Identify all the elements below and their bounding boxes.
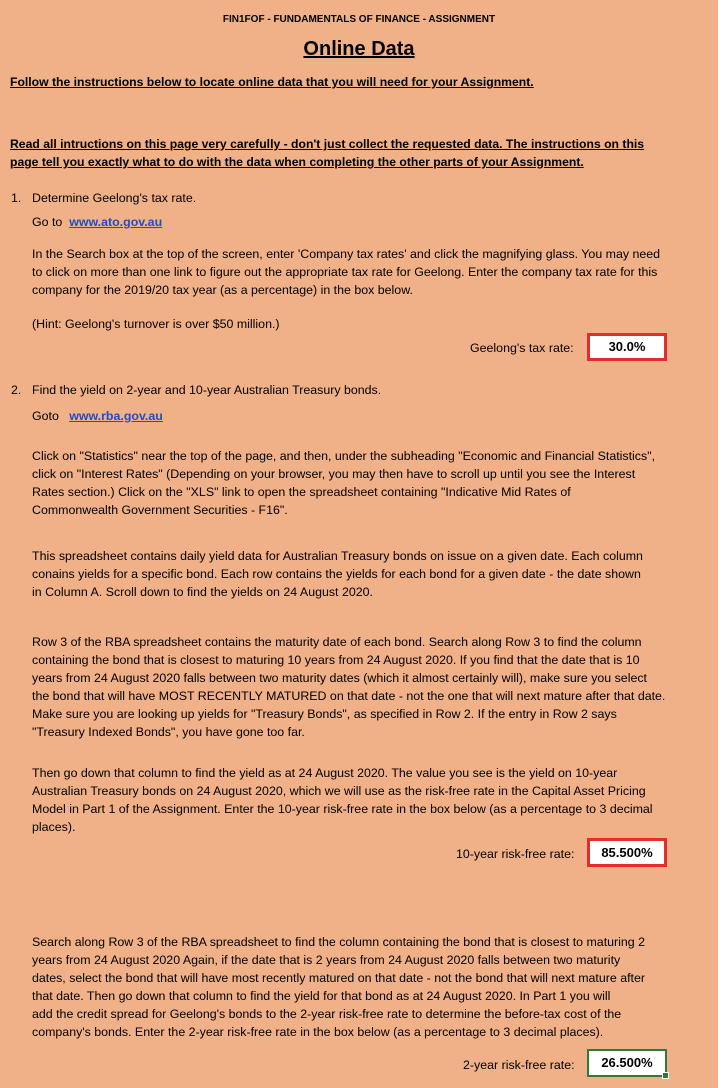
q2-paragraph-line: Commonwealth Government Securities - F16".: [32, 503, 288, 517]
q2-paragraph-line: add the credit spread for Geelong's bonds to the 2-year risk-free rate to determine the before-tax cost of the: [32, 1007, 622, 1021]
q2-paragraph-line: containing the bond that is closest to maturing 10 years from 24 August 2020. If you find that the date that is 10: [32, 653, 640, 667]
course-header: FIN1FOF - FUNDAMENTALS OF FINANCE - ASSIGNMENT: [222, 14, 496, 25]
q2-paragraph-line: Row 3 of the RBA spreadsheet contains the maturity date of each bond. Search along Row 3 to find the column: [32, 635, 642, 649]
q2-paragraph-line: conains yields for a specific bond. Each row contains the yields for each bond for a given date - the date shown: [32, 567, 641, 581]
q2-paragraph-line: places).: [32, 820, 76, 834]
intro-warning-line-2: page tell you exactly what to do with the data when completing the other parts of your Assignment.: [10, 155, 584, 169]
q1-paragraph-line: In the Search box at the top of the screen, enter 'Company tax rates' and click the magnifying glass. You may need: [32, 247, 661, 261]
q1-heading: Determine Geelong's tax rate.: [32, 191, 197, 205]
ten-year-rate-answer-cell[interactable]: 85.500%: [587, 838, 667, 867]
ato-link[interactable]: www.ato.gov.au: [69, 215, 163, 229]
q2-heading: Find the yield on 2-year and 10-year Australian Treasury bonds.: [32, 383, 382, 397]
q2-paragraph-line: click on "Interest Rates" (Depending on your browser, you may then have to scroll up until you see the Interest: [32, 467, 636, 481]
q1-paragraph-line: to click on more than one link to figure out the appropriate tax rate for Geelong. Enter the company tax rate for this: [32, 265, 658, 279]
tax-rate-label: Geelong's tax rate:: [470, 341, 574, 355]
page-title: Online Data: [303, 38, 415, 60]
rba-link[interactable]: www.rba.gov.au: [69, 409, 163, 423]
q2-goto-prefix: Goto: [32, 409, 59, 423]
ten-year-rate-label: 10-year risk-free rate:: [456, 847, 575, 861]
q2-paragraph-line: This spreadsheet contains daily yield data for Australian Treasury bonds on issue on a given date. Each column: [32, 549, 643, 563]
q2-paragraph-line: Search along Row 3 of the RBA spreadsheet to find the column containing the bond that is closest to maturing 2: [32, 935, 646, 949]
q2-paragraph-line: in Column A. Scroll down to find the yields on 24 August 2020.: [32, 585, 373, 599]
q2-paragraph-line: years from 24 August 2020 falls between two maturity dates (which it almost certainly will), make sure you select: [32, 671, 647, 685]
q2-paragraph-line: years from 24 August 2020 Again, if the date that is 2 years from 24 August 2020 falls between two maturity: [32, 953, 621, 967]
two-year-rate-answer-cell[interactable]: 26.500%: [587, 1049, 667, 1077]
intro-instruction: Follow the instructions below to locate online data that you will need for your Assignment.: [10, 75, 534, 89]
q2-number: 2.: [11, 383, 22, 397]
q1-goto-row: [32, 213, 162, 231]
q1-paragraph-line: company for the 2019/20 tax year (as a percentage) in the box below.: [32, 283, 413, 297]
q1-hint: (Hint: Geelong's turnover is over $50 million.): [32, 317, 280, 331]
q2-paragraph-line: Then go down that column to find the yield as at 24 August 2020. The value you see is the yield on 10-year: [32, 766, 618, 780]
q2-paragraph-line: Rates section.) Click on the "XLS" link to open the spreadsheet containing "Indicative Mid Rates of: [32, 485, 571, 499]
q2-paragraph-line: the bond that will have MOST RECENTLY MATURED on that date - not the one that will next mature after that date.: [32, 689, 666, 703]
q2-paragraph-line: dates, select the bond that will have most recently matured on that date - not the bond that will next mature after: [32, 971, 645, 985]
q2-paragraph-line: Australian Treasury bonds on 24 August 2020, which we will use as the risk-free rate in the Capital Asset Pricing: [32, 784, 646, 798]
tax-rate-answer-cell[interactable]: 30.0%: [587, 333, 667, 361]
q2-paragraph-line: company's bonds. Enter the 2-year risk-free rate in the box below (as a percentage to 3 decimal places).: [32, 1025, 604, 1039]
q2-paragraph-line: Model in Part 1 of the Assignment. Enter the 10-year risk-free rate in the box below (as a percentage to 3 decimal: [32, 802, 653, 816]
q1-goto-prefix: Go to: [32, 215, 63, 229]
intro-warning-line-1: Read all intructions on this page very carefully - don't just collect the requested data. The instructions on this: [10, 137, 645, 151]
q2-paragraph-line: Make sure you are looking up yields for "Treasury Bonds", as specified in Row 2. If the entry in Row 2 says: [32, 707, 617, 721]
q1-number: 1.: [11, 191, 22, 205]
q2-paragraph-line: Click on "Statistics" near the top of the page, and then, under the subheading "Economic and Financial Statistics",: [32, 449, 656, 463]
two-year-rate-label: 2-year risk-free rate:: [463, 1058, 575, 1072]
q2-paragraph-line: that date. Then go down that column to find the yield for that bond as at 24 August 2020. In Part 1 you will: [32, 989, 611, 1003]
cell-fill-handle[interactable]: [662, 1072, 669, 1079]
q2-goto-row: [32, 407, 163, 425]
q2-paragraph-line: "Treasury Indexed Bonds", you have gone too far.: [32, 725, 305, 739]
